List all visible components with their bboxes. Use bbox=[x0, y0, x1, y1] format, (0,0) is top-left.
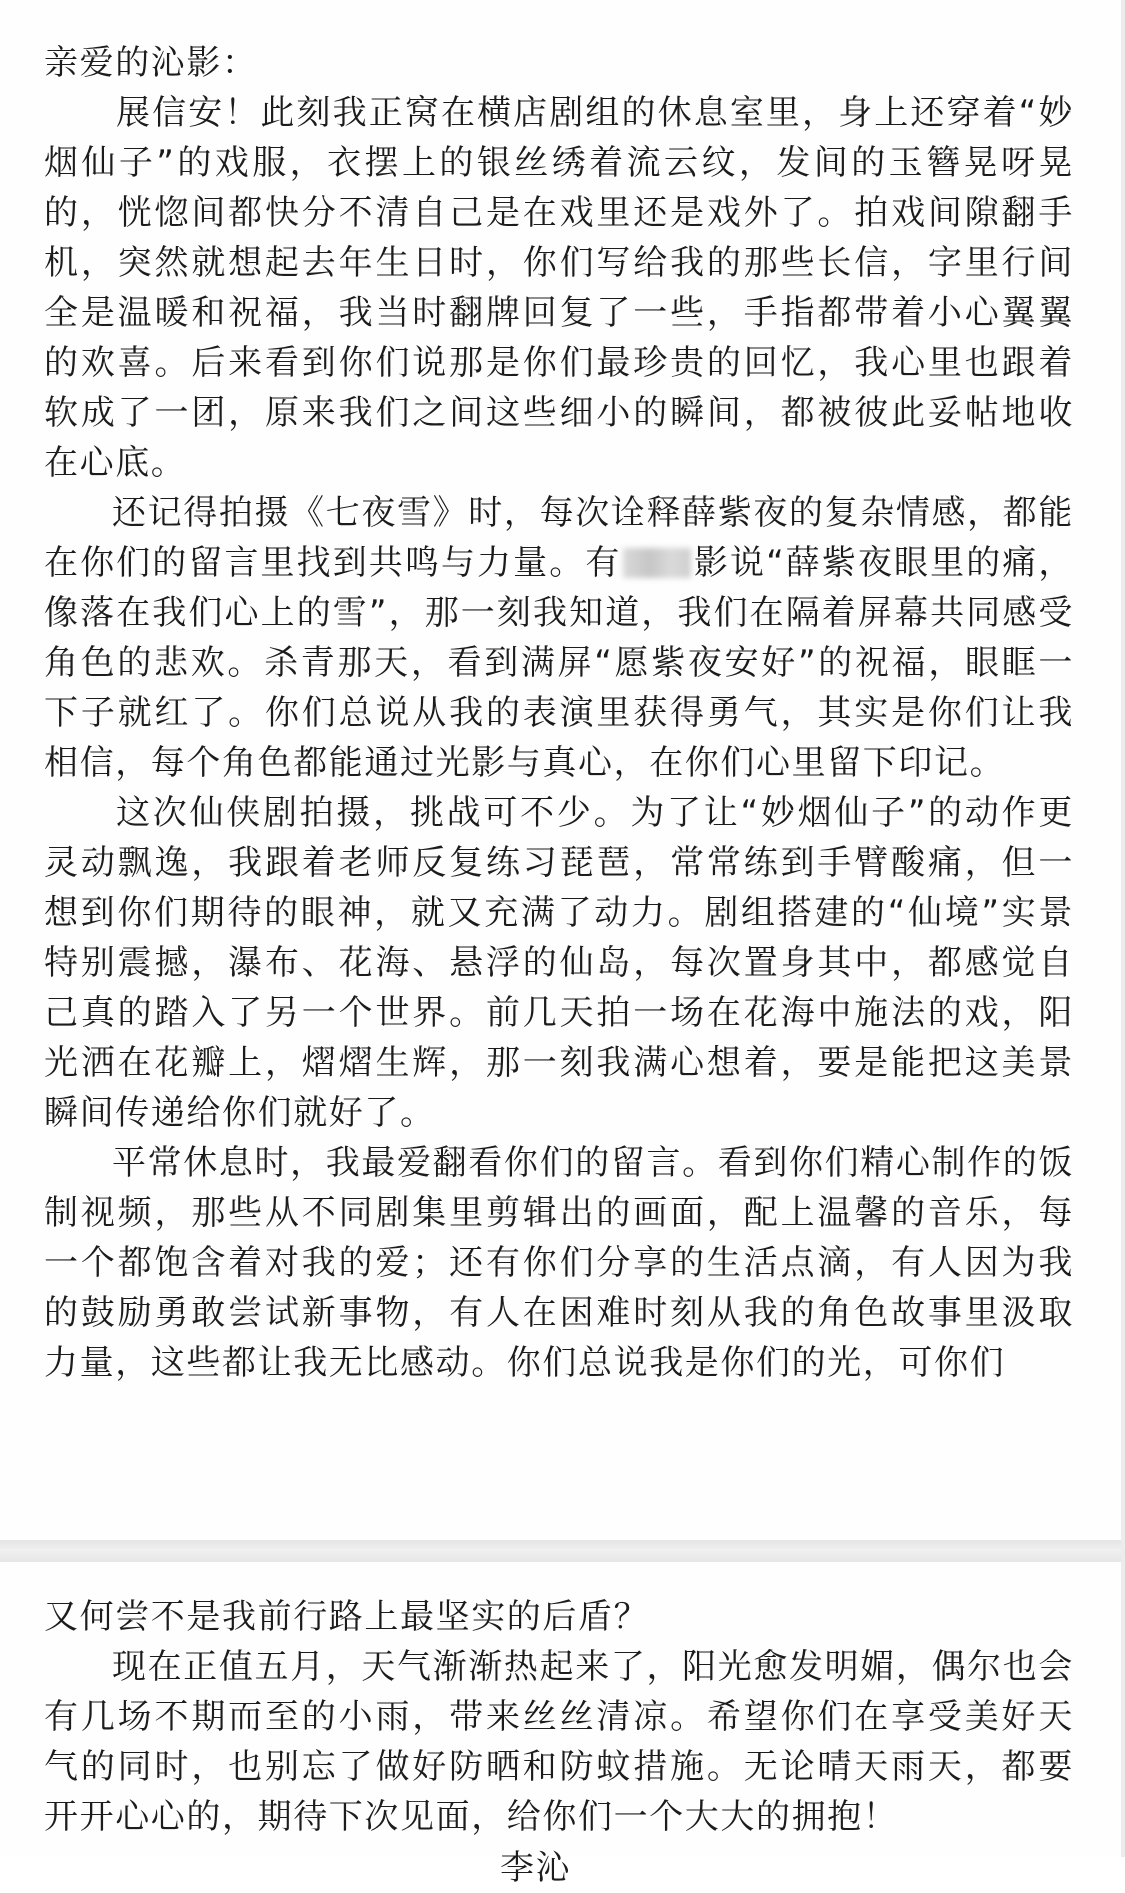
letter-signature: 李沁 bbox=[500, 1848, 572, 1888]
paragraph-2-text-start: 还记得拍摄《七夜雪》时，每次诠释薛紫夜的复杂情感，都能在你们的留言里找到共鸣与力量。有 bbox=[44, 493, 1074, 583]
paragraph-2-text-end: 影说“薛紫夜眼里的痛，像落在我们心上的雪”，那一刻我知道，我们在隔着屏幕共同感受角色的悲欢。杀青那天，看到满屏“愿紫夜安好”的祝福，眼眶一下子就红了。你们总说从我的表演里获得勇气，其实是你们让我相信，每个角色都能通过光影与真心，在你们心里留下印记。 bbox=[44, 543, 1074, 783]
page-gap-divider bbox=[0, 1540, 1125, 1562]
letter-paragraph-2 bbox=[44, 488, 1074, 788]
blurred-username bbox=[623, 548, 691, 578]
letter-continuation-line: 又何尝不是我前行路上最坚实的后盾？ bbox=[44, 1597, 650, 1637]
page-edge-shadow bbox=[1121, 0, 1125, 1857]
letter-paragraph-5: 现在正值五月，天气渐渐热起来了，阳光愈发明媚，偶尔也会有几场不期而至的小雨，带来丝丝清凉。希望你们在享受美好天气的同时，也别忘了做好防晒和防蚊措施。无论晴天雨天，都要开开心心的，期待下次见面，给你们一个大大的拥抱！ bbox=[44, 1647, 1074, 1837]
letter-paragraph-3: 这次仙侠剧拍摄，挑战可不少。为了让“妙烟仙子”的动作更灵动飘逸，我跟着老师反复练习琵琶，常常练到手臂酸痛，但一想到你们期待的眼神，就又充满了动力。剧组搭建的“仙境”实景特别震撼，瀑布、花海、悬浮的仙岛，每次置身其中，都感觉自己真的踏入了另一个世界。前几天拍一场在花海中施法的戏，阳光洒在花瓣上，熠熠生辉，那一刻我满心想着，要是能把这美景瞬间传递给你们就好了。 bbox=[44, 793, 1074, 1133]
letter-body-page-1 bbox=[44, 38, 1074, 1388]
letter-paragraph-4: 平常休息时，我最爱翻看你们的留言。看到你们精心制作的饭制视频，那些从不同剧集里剪辑出的画面，配上温馨的音乐，每一个都饱含着对我的爱；还有你们分享的生活点滴，有人因为我的鼓励勇敢尝试新事物，有人在困难时刻从我的角色故事里汲取力量，这些都让我无比感动。你们总说我是你们的光，可你们 bbox=[44, 1143, 1074, 1383]
letter-paragraph-1: 展信安！此刻我正窝在横店剧组的休息室里，身上还穿着“妙烟仙子”的戏服，衣摆上的银丝绣着流云纹，发间的玉簪晃呀晃的，恍惚间都快分不清自己是在戏里还是戏外了。拍戏间隙翻手机，突然就想起去年生日时，你们写给我的那些长信，字里行间全是温暖和祝福，我当时翻牌回复了一些，手指都带着小心翼翼的欢喜。后来看到你们说那是你们最珍贵的回忆，我心里也跟着软成了一团，原来我们之间这些细小的瞬间，都被彼此妥帖地收在心底。 bbox=[44, 93, 1074, 483]
letter-body-page-2 bbox=[44, 1592, 1074, 1842]
letter-greeting: 亲爱的沁影： bbox=[44, 43, 258, 83]
